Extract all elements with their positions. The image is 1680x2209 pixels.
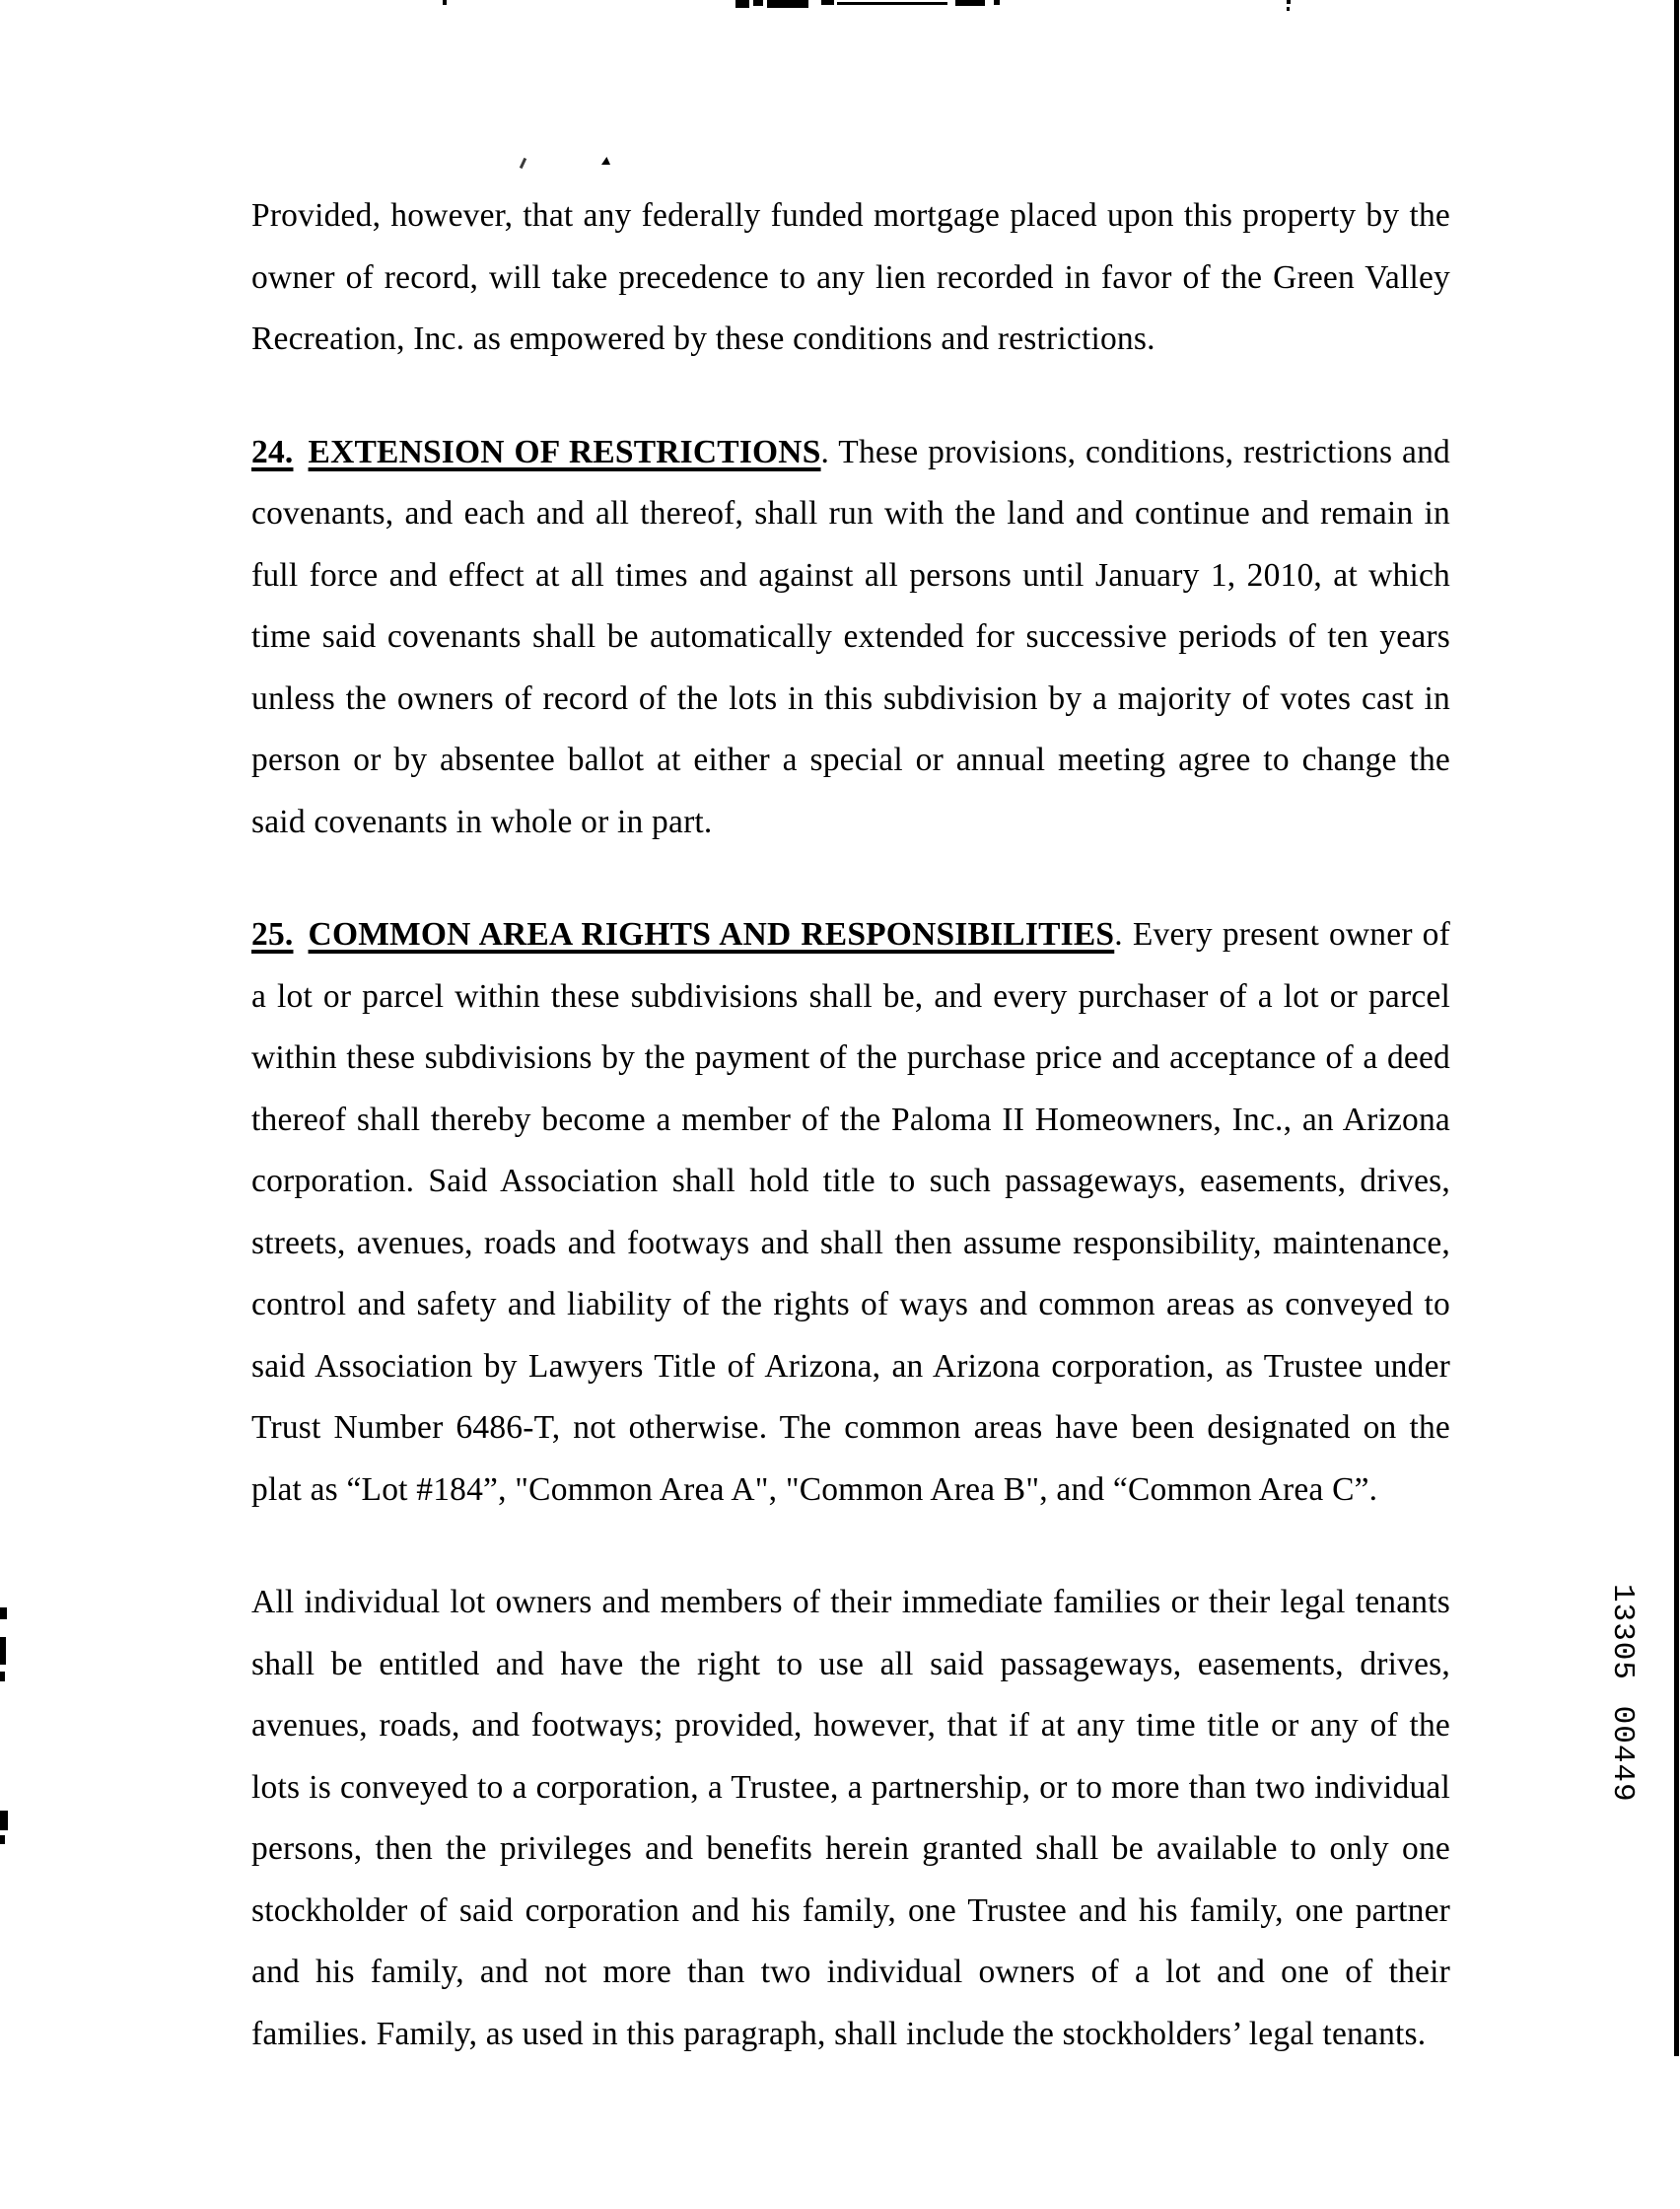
section-25-common-area-rights [251, 904, 1450, 1521]
section-24-title: EXTENSION OF RESTRICTIONS [308, 433, 821, 470]
scan-artifact-top-colon [1287, 0, 1291, 4]
paragraph-mortgage-precedence: Provided, however, that any federally funded mortgage placed upon this property by the owner of record, will take precedence to any lien recorded in favor of the Green Valley Recreation, Inc. as empowered by these conditions and restrictions. [251, 197, 1450, 357]
scan-artifact-left-tick [0, 1637, 6, 1665]
paragraph-common-area-use: All individual lot owners and members of their immediate families or their legal tenants shall be entitled and have the right to use all said passageways, easements, drives, avenues, roads, and footways; provided, however, that if at any time title or any of the lots is conveyed to a corporation, a Trustee, a partnership, or to more than two individual persons, then the privileges and benefits herein granted shall be available to only one stockholder of said corporation and his family, one Trustee and his family, one partner and his family, and not more than two individual owners of a lot and one of their families. Family, as used in this paragraph, shall include the stockholders’ legal tenants. [251, 1584, 1450, 2052]
section-24-body: . These provisions, conditions, restrictions and covenants, and each and all thereof, shall run with the land and continue and remain in full force and effect at all times and against all persons until January 1, 2010, at which time said covenants shall be automatically extended for successive periods of ten years unless the owners of record of the lots in this subdivision by a majority of votes cast in person or by absentee ballot at either a special or annual meeting agree to change the said covenants in whole or in part. [251, 433, 1450, 840]
scan-artifact-left-tick [0, 1607, 7, 1619]
section-25-body: . Every present owner of a lot or parcel within these subdivisions shall be, and every purchaser of a lot or parcel within these subdivisions by the payment of the purchase price and acceptance of a deed thereof shall thereby become a member of the Paloma II Homeowners, Inc., an Arizona corporation. Said Association shall hold title to such passageways, easements, drives, streets, avenues, roads and footways and shall then assume responsibility, maintenance, control and safety and liability of the rights of ways and common areas as conveyed to said Association by Lawyers Title of Arizona, an Arizona corporation, as Trustee under Trust Number 6486-T, not otherwise. The common areas have been designated on the plat as “Lot #184”, "Common Area A", "Common Area B", and “Common Area C”. [251, 916, 1450, 1508]
recording-number-stamp: 13305 00449 [1605, 1584, 1640, 1803]
section-25-number: 25. [251, 916, 294, 953]
scan-artifact-top-dash [955, 0, 985, 6]
scan-artifact-top-colon [1287, 7, 1290, 11]
scan-artifact-speck [520, 158, 526, 169]
scan-artifact-right-edge-line [1674, 0, 1679, 2056]
scan-artifact-top-dash [994, 0, 1000, 5]
scan-artifact-top-dash [821, 0, 834, 5]
scan-artifact-top-tick [443, 0, 447, 5]
scan-artifact-speck [601, 157, 610, 165]
section-25-title: COMMON AREA RIGHTS AND RESPONSIBILITIES [308, 916, 1115, 953]
scan-artifact-top-dash [767, 0, 808, 8]
section-24-number: 24. [251, 433, 294, 470]
scan-artifact-left-tick [0, 1835, 5, 1844]
scan-artifact-top-dash [753, 0, 763, 6]
scan-artifact-top-dash [735, 0, 749, 8]
document-body [251, 185, 1450, 2116]
scan-artifact-left-tick [0, 1672, 5, 1681]
scan-artifact-top-dash [837, 2, 947, 5]
section-24-extension-of-restrictions [251, 422, 1450, 854]
scan-artifact-left-tick [0, 1811, 8, 1830]
